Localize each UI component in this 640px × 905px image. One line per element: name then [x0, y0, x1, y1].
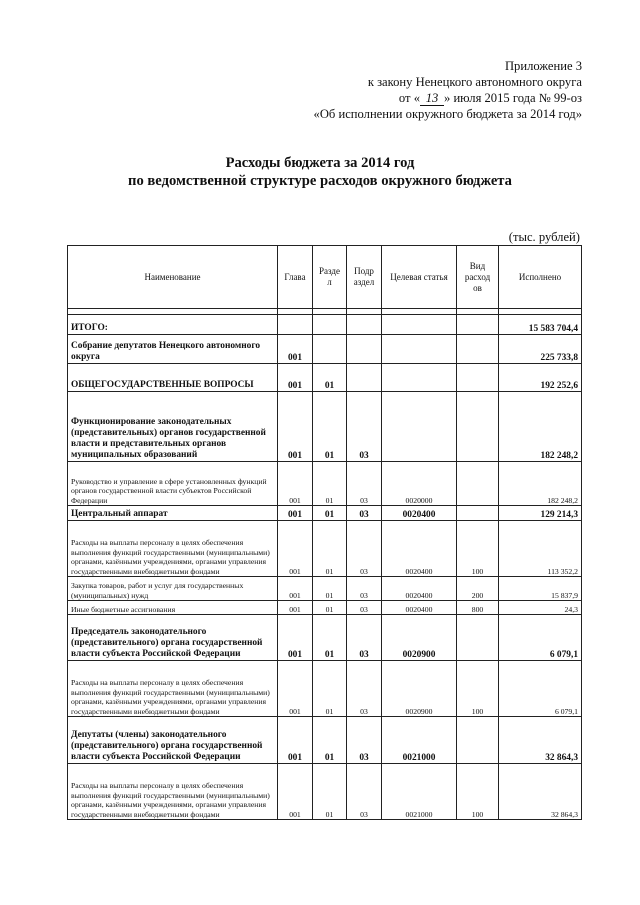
cell-subsection: 03: [347, 577, 382, 601]
cell-name: Председатель законодательного (представительного) органа государственной власти субъекта Российской Федерации: [68, 615, 278, 661]
table-row: [68, 521, 582, 577]
cell-name: Иные бюджетные ассигнования: [68, 601, 278, 615]
cell-subsection: [347, 335, 382, 364]
cell-name: Руководство и управление в сфере установленных функций органов государственной власти субъектов Российской Федерации: [68, 462, 278, 506]
cell-section: 01: [313, 577, 347, 601]
cell-amount: 6 079,1: [499, 661, 582, 717]
cell-target: 0020000: [382, 462, 457, 506]
cell-name: Функционирование законодательных (представительных) органов государственной власти и представительных органов муниципальных образований: [68, 392, 278, 462]
cell-name: ИТОГО:: [68, 315, 278, 335]
table-row: [68, 661, 582, 717]
cell-type: [457, 506, 499, 521]
cell-type: 100: [457, 521, 499, 577]
document-title: [0, 154, 640, 190]
column-header-subsection: Подр аздел: [347, 246, 382, 309]
cell-type: 200: [457, 577, 499, 601]
cell-subsection: [347, 315, 382, 335]
cell-name: Закупка товаров, работ и услуг для государственных (муниципальных) нужд: [68, 577, 278, 601]
column-header-chapter: Глава: [278, 246, 313, 309]
table-row: [68, 506, 582, 521]
cell-chapter: 001: [278, 364, 313, 392]
cell-name: ОБЩЕГОСУДАРСТВЕННЫЕ ВОПРОСЫ: [68, 364, 278, 392]
cell-target: 0020900: [382, 661, 457, 717]
cell-amount: 129 214,3: [499, 506, 582, 521]
cell-subsection: 03: [347, 601, 382, 615]
cell-amount: 15 583 704,4: [499, 315, 582, 335]
cell-amount: 15 837,9: [499, 577, 582, 601]
cell-section: 01: [313, 392, 347, 462]
cell-section: 01: [313, 717, 347, 764]
cell-target: 0021000: [382, 717, 457, 764]
appendix-law-date: [242, 90, 582, 106]
cell-name: Собрание депутатов Ненецкого автономного округа: [68, 335, 278, 364]
cell-chapter: 001: [278, 335, 313, 364]
cell-chapter: 001: [278, 506, 313, 521]
cell-chapter: 001: [278, 615, 313, 661]
cell-amount: 192 252,6: [499, 364, 582, 392]
cell-name: Депутаты (члены) законодательного (представительного) органа государственной власти субъекта Российской Федерации: [68, 717, 278, 764]
cell-section: 01: [313, 521, 347, 577]
expenditure-table: [67, 245, 582, 820]
cell-type: [457, 615, 499, 661]
cell-name: Центральный аппарат: [68, 506, 278, 521]
cell-subsection: 03: [347, 462, 382, 506]
cell-type: 100: [457, 661, 499, 717]
table-row: [68, 577, 582, 601]
cell-target: 0020900: [382, 615, 457, 661]
cell-chapter: 001: [278, 521, 313, 577]
appendix-header: [242, 58, 582, 122]
table-header-row: [68, 246, 582, 309]
cell-type: [457, 364, 499, 392]
cell-subsection: 03: [347, 717, 382, 764]
table-row: [68, 764, 582, 820]
cell-target: 0020400: [382, 506, 457, 521]
cell-subsection: 03: [347, 392, 382, 462]
table-row: [68, 315, 582, 335]
appendix-date-prefix: от «: [398, 91, 420, 105]
column-header-type: Вид расход ов: [457, 246, 499, 309]
cell-amount: 24,3: [499, 601, 582, 615]
cell-target: 0020400: [382, 521, 457, 577]
cell-target: [382, 392, 457, 462]
cell-subsection: 03: [347, 661, 382, 717]
cell-section: 01: [313, 506, 347, 521]
title-line-1: Расходы бюджета за 2014 год: [225, 155, 415, 171]
cell-target: 0020400: [382, 601, 457, 615]
appendix-law-reference: к закону Ненецкого автономного округа: [367, 75, 582, 89]
cell-section: 01: [313, 615, 347, 661]
cell-chapter: 001: [278, 601, 313, 615]
table-row: [68, 601, 582, 615]
cell-name: Расходы на выплаты персоналу в целях обеспечения выполнения функций государственными (муниципальными) органами, казёнными учреждениями, органами управления государственными внебюджетными фондами: [68, 661, 278, 717]
cell-chapter: 001: [278, 577, 313, 601]
cell-target: [382, 364, 457, 392]
cell-target: [382, 315, 457, 335]
cell-subsection: 03: [347, 521, 382, 577]
cell-section: 01: [313, 462, 347, 506]
cell-section: 01: [313, 661, 347, 717]
cell-amount: 225 733,8: [499, 335, 582, 364]
cell-type: [457, 335, 499, 364]
cell-type: [457, 315, 499, 335]
cell-subsection: [347, 364, 382, 392]
cell-chapter: 001: [278, 661, 313, 717]
cell-chapter: 001: [278, 392, 313, 462]
table-row: [68, 717, 582, 764]
cell-amount: 32 864,3: [499, 717, 582, 764]
column-header-amount: Исполнено: [499, 246, 582, 309]
cell-amount: 113 352,2: [499, 521, 582, 577]
column-header-section: Разде л: [313, 246, 347, 309]
cell-chapter: 001: [278, 764, 313, 820]
cell-section: [313, 335, 347, 364]
cell-section: 01: [313, 764, 347, 820]
cell-type: 100: [457, 764, 499, 820]
cell-target: 0021000: [382, 764, 457, 820]
appendix-law-title: «Об исполнении окружного бюджета за 2014 год»: [313, 107, 582, 121]
cell-subsection: 03: [347, 764, 382, 820]
cell-name: Расходы на выплаты персоналу в целях обеспечения выполнения функций государственными (муниципальными) органами, казёнными учреждениями, органами управления государственными внебюджетными фондами: [68, 521, 278, 577]
cell-section: [313, 315, 347, 335]
column-header-name: Наименование: [68, 246, 278, 309]
cell-type: 800: [457, 601, 499, 615]
table-row: [68, 615, 582, 661]
table-body: [68, 309, 582, 820]
cell-subsection: 03: [347, 506, 382, 521]
cell-target: [382, 335, 457, 364]
column-header-target: Целевая статья: [382, 246, 457, 309]
cell-amount: 182 248,2: [499, 392, 582, 462]
cell-type: [457, 717, 499, 764]
appendix-number: Приложение 3: [504, 59, 582, 73]
cell-chapter: [278, 315, 313, 335]
table-row: [68, 364, 582, 392]
cell-section: 01: [313, 601, 347, 615]
appendix-date-suffix: » июля 2015 года № 99-оз: [444, 91, 582, 105]
table-row: [68, 392, 582, 462]
cell-chapter: 001: [278, 717, 313, 764]
cell-amount: 6 079,1: [499, 615, 582, 661]
units-label: (тыс. рублей): [508, 230, 580, 244]
table-row: [68, 462, 582, 506]
cell-amount: 182 248,2: [499, 462, 582, 506]
appendix-handwritten-day: 13: [420, 92, 444, 106]
cell-name: Расходы на выплаты персоналу в целях обеспечения выполнения функций государственными (муниципальными) органами, казёнными учреждениями, органами управления государственными внебюджетными фондами: [68, 764, 278, 820]
cell-section: 01: [313, 364, 347, 392]
cell-type: [457, 462, 499, 506]
cell-amount: 32 864,3: [499, 764, 582, 820]
cell-target: 0020400: [382, 577, 457, 601]
cell-type: [457, 392, 499, 462]
table-row: [68, 335, 582, 364]
cell-subsection: 03: [347, 615, 382, 661]
cell-chapter: 001: [278, 462, 313, 506]
title-line-2: по ведомственной структуре расходов окружного бюджета: [128, 173, 512, 189]
